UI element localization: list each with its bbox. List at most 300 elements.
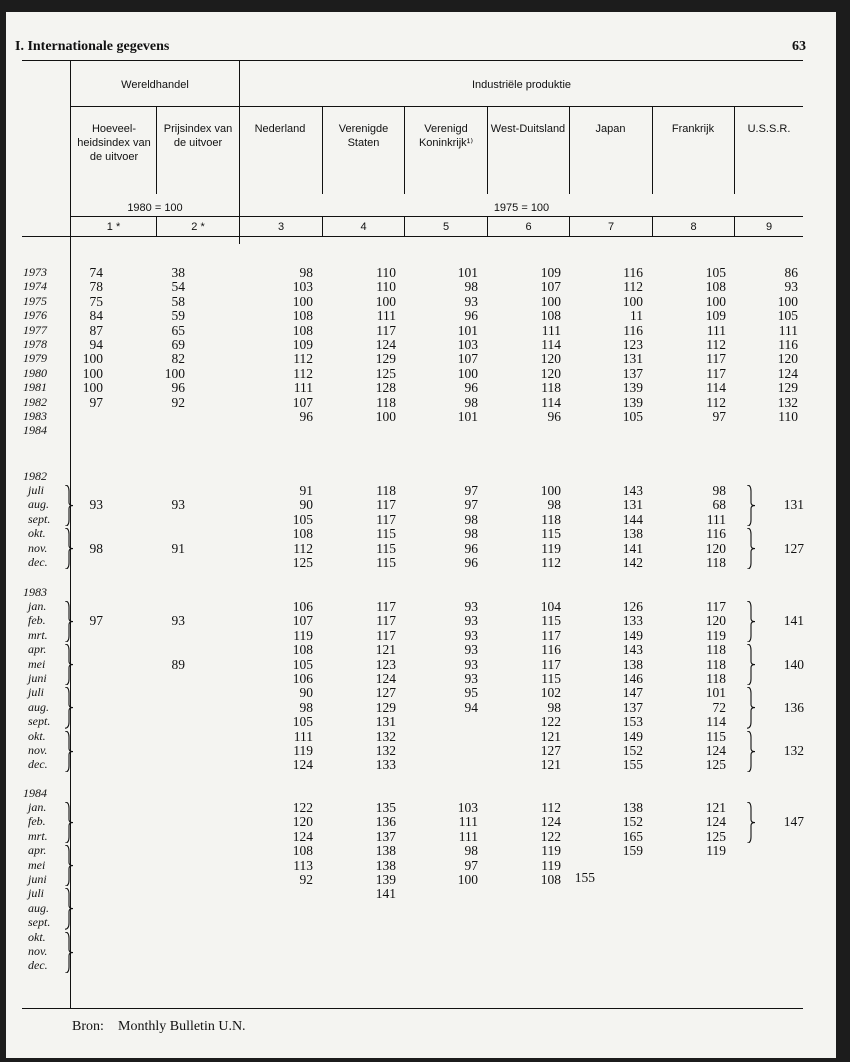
- table-cell: 118: [706, 656, 726, 672]
- brace-icon: [746, 687, 756, 728]
- month-label: feb.: [28, 814, 46, 829]
- table-cell: 132: [375, 728, 396, 744]
- table-cell: 110: [376, 279, 396, 295]
- brace-icon: [64, 845, 74, 886]
- table-cell: 109: [540, 265, 561, 280]
- table-cell: 118: [376, 394, 396, 410]
- month-label: nov.: [28, 944, 48, 958]
- table-cell: 114: [706, 714, 726, 730]
- col-num-5: 5: [442, 221, 450, 233]
- table-cell: 103: [457, 337, 478, 352]
- month-label: sept.: [28, 511, 51, 526]
- table-cell: 165: [622, 828, 643, 844]
- table-cell: 146: [622, 671, 643, 686]
- table-cell: 105: [705, 265, 726, 280]
- table-cell: 139: [622, 394, 643, 410]
- table-cell: 119: [293, 627, 313, 643]
- month-label: feb.: [28, 613, 46, 628]
- brace-icon: [64, 888, 74, 929]
- month-label: jan.: [28, 599, 47, 613]
- quarterly-value: 93: [171, 613, 185, 629]
- table-cell: 111: [778, 322, 798, 338]
- month-label: mrt.: [28, 627, 48, 642]
- table-cell: 132: [777, 394, 798, 410]
- table-cell: 125: [292, 555, 313, 570]
- table-cell: 115: [376, 555, 396, 570]
- footer-label: Bron:: [72, 1019, 104, 1034]
- table-cell: 68: [712, 497, 726, 513]
- table-cell: 98: [299, 265, 313, 280]
- table-cell: 138: [622, 526, 643, 542]
- table-cell: 65: [171, 322, 185, 338]
- table-cell: 123: [375, 656, 396, 672]
- table-cell: 107: [292, 613, 313, 629]
- table-cell: 118: [706, 642, 726, 658]
- table-top-rule: [22, 60, 803, 61]
- table-cell: 94: [464, 699, 478, 715]
- table-cell: 100: [82, 351, 103, 367]
- brace-icon: [746, 601, 756, 642]
- table-cell: 92: [171, 394, 185, 410]
- table-cell: 87: [89, 322, 103, 338]
- table-cell: 133: [622, 613, 643, 629]
- table-cell: 121: [540, 728, 561, 744]
- table-cell: 127: [375, 685, 396, 701]
- table-cell: 111: [706, 511, 726, 527]
- year-label: 1984: [23, 423, 47, 438]
- quarterly-value: 127: [783, 540, 804, 556]
- table-cell: 98: [464, 279, 478, 295]
- table-cell: 112: [293, 365, 313, 381]
- table-cell: 116: [623, 322, 643, 338]
- table-cell: 98: [547, 699, 561, 715]
- table-cell: 97: [89, 394, 103, 410]
- col-divider: [569, 106, 570, 194]
- table-cell: 117: [376, 599, 396, 614]
- table-cell: 127: [540, 743, 561, 758]
- table-cell: 111: [293, 380, 313, 396]
- table-cell: 98: [464, 394, 478, 410]
- table-cell: 116: [706, 526, 726, 542]
- month-label: juni: [28, 671, 47, 685]
- table-cell: 124: [705, 743, 726, 758]
- table-cell: 132: [375, 743, 396, 758]
- col-divider: [487, 106, 488, 194]
- table-cell: 119: [541, 857, 561, 873]
- table-cell: 117: [376, 497, 396, 513]
- table-cell: 102: [540, 685, 561, 701]
- table-cell: 147: [622, 685, 643, 701]
- table-cell: 103: [457, 800, 478, 815]
- table-cell: 120: [705, 540, 726, 556]
- table-cell: 93: [464, 627, 478, 643]
- colnum-bottom-rule: [22, 236, 803, 237]
- table-cell: 129: [777, 380, 798, 396]
- table-cell: 120: [292, 814, 313, 830]
- table-cell: 93: [784, 279, 798, 295]
- col-header-4: Verenigde Staten: [338, 123, 389, 149]
- table-cell: 110: [778, 409, 798, 424]
- brace-icon: [64, 601, 74, 642]
- table-cell: 84: [89, 308, 103, 324]
- table-cell: 117: [706, 365, 726, 381]
- quarterly-value: 147: [783, 814, 804, 830]
- quarterly-value: 98: [89, 540, 103, 556]
- col-num-4: 4: [360, 221, 367, 233]
- table-cell: 159: [622, 843, 643, 859]
- table-cell: 100: [540, 483, 561, 498]
- quarterly-value: 91: [171, 540, 185, 556]
- table-cell: 153: [622, 714, 643, 730]
- table-cell: 111: [541, 322, 561, 338]
- table-cell: 98: [464, 526, 478, 542]
- table-cell: 107: [457, 351, 478, 367]
- month-year-label: 1983: [23, 585, 47, 599]
- month-label: sept.: [28, 915, 51, 930]
- table-cell: 114: [706, 380, 726, 396]
- table-cell: 117: [376, 613, 396, 629]
- table-cell: 93: [464, 671, 478, 686]
- table-cell: 117: [376, 322, 396, 338]
- year-label: 1983: [23, 409, 47, 423]
- table-cell: 90: [299, 685, 313, 701]
- year-label: 1978: [23, 337, 47, 351]
- table-cell: 116: [623, 265, 643, 280]
- table-cell: 118: [706, 671, 726, 686]
- table-cell: 137: [622, 699, 643, 715]
- table-cell: 116: [778, 337, 798, 352]
- table-cell: 124: [375, 671, 396, 686]
- quarterly-value: 140: [783, 656, 804, 672]
- table-cell: 96: [547, 409, 561, 424]
- table-cell: 124: [375, 337, 396, 352]
- col-header-7: Japan: [595, 123, 626, 135]
- month-label: juli: [28, 483, 45, 497]
- table-cell: 120: [777, 351, 798, 367]
- table-cell: 108: [292, 308, 313, 324]
- table-cell: 117: [541, 656, 561, 672]
- table-cell: 94: [89, 337, 103, 352]
- table-cell: 111: [458, 828, 478, 844]
- table-cell: 117: [376, 627, 396, 643]
- quarterly-value: 141: [783, 613, 804, 629]
- table-cell: 118: [541, 380, 561, 396]
- table-cell: 124: [292, 828, 313, 844]
- table-cell: 121: [705, 800, 726, 815]
- quarterly-value: 136: [783, 699, 804, 715]
- table-cell: 111: [458, 814, 478, 830]
- table-cell: 69: [171, 337, 185, 352]
- month-label: juli: [28, 886, 45, 901]
- table-cell: 122: [292, 800, 313, 815]
- table-cell: 96: [464, 540, 478, 556]
- table-cell: 141: [375, 886, 396, 902]
- brace-icon: [64, 644, 74, 685]
- table-cell: 115: [376, 540, 396, 556]
- table-cell: 93: [464, 656, 478, 672]
- table-cell: 107: [540, 279, 561, 295]
- col-header-8: Frankrijk: [671, 123, 715, 135]
- table-cell: 101: [457, 409, 478, 424]
- group-header-rule: [71, 106, 803, 107]
- year-label: 1979: [23, 351, 47, 366]
- table-cell: 105: [292, 656, 313, 672]
- brace-icon: [64, 687, 74, 728]
- extra-value: 155: [574, 870, 595, 885]
- brace-icon: [64, 485, 74, 526]
- table-cell: 131: [375, 714, 396, 730]
- table-cell: 108: [292, 526, 313, 542]
- table-cell: 123: [622, 337, 643, 352]
- month-label: mei: [28, 656, 46, 671]
- table-cell: 124: [540, 814, 561, 830]
- table-cell: 100: [777, 293, 798, 309]
- month-label: nov.: [28, 743, 48, 757]
- table-cell: 122: [540, 714, 561, 730]
- brace-icon: [746, 528, 756, 569]
- table-cell: 115: [706, 728, 726, 744]
- table-cell: 108: [292, 322, 313, 338]
- table-cell: 117: [706, 351, 726, 367]
- table-cell: 109: [292, 337, 313, 352]
- quarterly-value: 97: [89, 613, 103, 629]
- table-cell: 143: [622, 483, 643, 498]
- month-label: jan.: [28, 800, 47, 814]
- brace-icon: [64, 802, 74, 843]
- table-cell: 117: [706, 599, 726, 614]
- table-cell: 105: [292, 511, 313, 527]
- table-cell: 100: [705, 293, 726, 309]
- table-cell: 129: [375, 351, 396, 367]
- year-label: 1981: [23, 380, 47, 395]
- table-cell: 137: [622, 365, 643, 381]
- col-divider: [322, 106, 323, 194]
- table-cell: 100: [375, 293, 396, 309]
- table-cell: 98: [464, 843, 478, 859]
- table-cell: 111: [706, 322, 726, 338]
- table-cell: 125: [705, 757, 726, 773]
- table-cell: 119: [541, 540, 561, 556]
- table-cell: 128: [375, 380, 396, 396]
- col-divider: [404, 106, 405, 194]
- table-cell: 100: [457, 365, 478, 381]
- table-cell: 131: [622, 351, 643, 367]
- col-num-6: 6: [525, 221, 532, 233]
- table-cell: 120: [540, 365, 561, 381]
- table-cell: 138: [375, 857, 396, 873]
- month-year-label: 1982: [23, 469, 47, 483]
- table-cell: 107: [292, 394, 313, 410]
- table-cell: 149: [622, 728, 643, 744]
- table-cell: 115: [541, 613, 561, 629]
- table-cell: 105: [292, 714, 313, 730]
- table-cell: 122: [540, 828, 561, 844]
- table-cell: 114: [541, 337, 561, 352]
- table-cell: 11: [630, 308, 643, 324]
- table-cell: 96: [464, 555, 478, 570]
- table-cell: 112: [706, 337, 726, 352]
- table-cell: 112: [293, 540, 313, 556]
- col-num-2: 2 *: [191, 221, 205, 233]
- table-cell: 98: [712, 483, 726, 498]
- table-cell: 111: [293, 728, 313, 744]
- table-cell: 74: [89, 265, 103, 280]
- table-cell: 121: [540, 757, 561, 773]
- col-divider: [652, 106, 653, 194]
- table-cell: 125: [375, 365, 396, 381]
- table-cell: 152: [622, 814, 643, 830]
- year-label: 1975: [23, 293, 47, 308]
- month-label: sept.: [28, 714, 51, 729]
- table-cell: 136: [375, 814, 396, 830]
- colnum-top-rule: [71, 216, 803, 217]
- month-label: juni: [28, 872, 47, 886]
- col-header-9: U.S.S.R.: [747, 123, 791, 135]
- table-cell: 100: [622, 293, 643, 309]
- brace-icon: [746, 802, 756, 843]
- table-cell: 116: [541, 642, 561, 658]
- table-cell: 129: [375, 699, 396, 715]
- table-cell: 93: [464, 642, 478, 658]
- section-title: I. Internationale gegevens: [15, 39, 170, 54]
- table-cell: 120: [705, 613, 726, 629]
- table-cell: 131: [622, 497, 643, 513]
- col-divider: [734, 106, 735, 194]
- table-cell: 78: [89, 279, 103, 295]
- page: [6, 12, 836, 1058]
- col-num-8: 8: [690, 221, 697, 233]
- page-number: 63: [792, 39, 806, 54]
- table-cell: 155: [622, 757, 643, 773]
- table-cell: 101: [457, 322, 478, 338]
- table-cell: 124: [777, 365, 798, 381]
- table-cell: 98: [299, 699, 313, 715]
- table-cell: 54: [171, 279, 185, 295]
- table-bottom-rule: [22, 1008, 803, 1009]
- year-label: 1976: [23, 308, 47, 323]
- table-cell: 91: [299, 483, 313, 498]
- brace-icon: [64, 528, 74, 569]
- table-cell: 86: [784, 265, 798, 280]
- table-cell: 101: [457, 265, 478, 280]
- col-num-3: 3: [277, 221, 285, 233]
- table-cell: 72: [712, 699, 726, 715]
- table-cell: 105: [622, 409, 643, 424]
- month-label: juli: [28, 685, 45, 700]
- table-cell: 104: [540, 599, 561, 614]
- base-year-left: 1980 = 100: [127, 202, 183, 214]
- table-cell: 101: [705, 685, 726, 701]
- table-cell: 93: [464, 613, 478, 629]
- table-cell: 113: [293, 857, 313, 873]
- table-cell: 124: [705, 814, 726, 830]
- table-cell: 110: [376, 265, 396, 280]
- table-cell: 115: [541, 671, 561, 686]
- month-label: mrt.: [28, 828, 48, 843]
- table-cell: 95: [464, 685, 478, 701]
- month-label: apr.: [28, 642, 47, 657]
- table-cell: 152: [622, 743, 643, 758]
- table-cell: 97: [464, 497, 478, 513]
- table-cell: 82: [171, 351, 185, 367]
- footer-source: Monthly Bulletin U.N.: [118, 1019, 246, 1034]
- table-cell: 100: [164, 365, 185, 381]
- table-cell: 100: [82, 380, 103, 396]
- table-cell: 118: [706, 555, 726, 570]
- year-label: 1974: [23, 279, 47, 294]
- table-cell: 115: [541, 526, 561, 542]
- col-header-5: Verenigd Koninkrijk¹⁾: [418, 123, 474, 149]
- table-cell: 138: [622, 656, 643, 672]
- table-cell: 100: [292, 293, 313, 309]
- quarterly-value: 93: [171, 497, 185, 513]
- table-cell: 133: [375, 757, 396, 773]
- table-cell: 138: [375, 843, 396, 859]
- table-cell: 119: [541, 843, 561, 859]
- table-cell: 75: [89, 293, 103, 309]
- base-year-right: 1975 = 100: [493, 202, 550, 214]
- year-label: 1980: [23, 365, 47, 380]
- table-cell: 108: [540, 872, 561, 887]
- table-cell: 112: [706, 394, 726, 410]
- month-label: dec.: [28, 958, 48, 973]
- table-cell: 96: [464, 308, 478, 324]
- table-cell: 117: [541, 627, 561, 643]
- group-header-industrie: Industriële produktie: [471, 79, 572, 91]
- table-cell: 112: [293, 351, 313, 367]
- table-cell: 93: [464, 599, 478, 614]
- quarterly-value: 89: [171, 656, 185, 672]
- table-cell: 106: [292, 599, 313, 614]
- quarterly-value: 93: [89, 497, 103, 513]
- table-cell: 111: [376, 308, 396, 324]
- table-cell: 137: [375, 828, 396, 844]
- table-cell: 59: [171, 308, 185, 324]
- col-header-1: Hoeveel-heidsindex van de uitvoer: [77, 123, 151, 163]
- col-header-2: Prijsindex van de uitvoer: [163, 123, 233, 149]
- table-cell: 144: [622, 511, 643, 527]
- table-cell: 92: [299, 872, 313, 887]
- table-cell: 125: [705, 828, 726, 844]
- table-cell: 98: [547, 497, 561, 513]
- col-header-6: West-Duitsland: [490, 123, 566, 135]
- table-cell: 90: [299, 497, 313, 513]
- table-cell: 118: [541, 511, 561, 527]
- table-cell: 100: [82, 365, 103, 381]
- table-cell: 126: [622, 599, 643, 614]
- brace-icon: [746, 485, 756, 526]
- table-cell: 143: [622, 642, 643, 658]
- table-cell: 142: [622, 555, 643, 570]
- table-cell: 96: [464, 380, 478, 396]
- table-cell: 96: [171, 380, 185, 396]
- table-cell: 96: [299, 409, 313, 424]
- col-num-9: 9: [765, 221, 773, 233]
- table-cell: 149: [622, 627, 643, 643]
- brace-icon: [64, 731, 74, 772]
- table-cell: 100: [375, 409, 396, 424]
- table-cell: 93: [464, 293, 478, 309]
- table-cell: 135: [375, 800, 396, 815]
- table-cell: 58: [171, 293, 185, 309]
- month-label: mei: [28, 857, 46, 872]
- table-cell: 139: [622, 380, 643, 396]
- month-label: nov.: [28, 540, 48, 555]
- table-cell: 119: [293, 743, 313, 758]
- table-cell: 119: [706, 627, 726, 643]
- month-label: okt.: [28, 929, 46, 944]
- table-cell: 121: [375, 642, 396, 658]
